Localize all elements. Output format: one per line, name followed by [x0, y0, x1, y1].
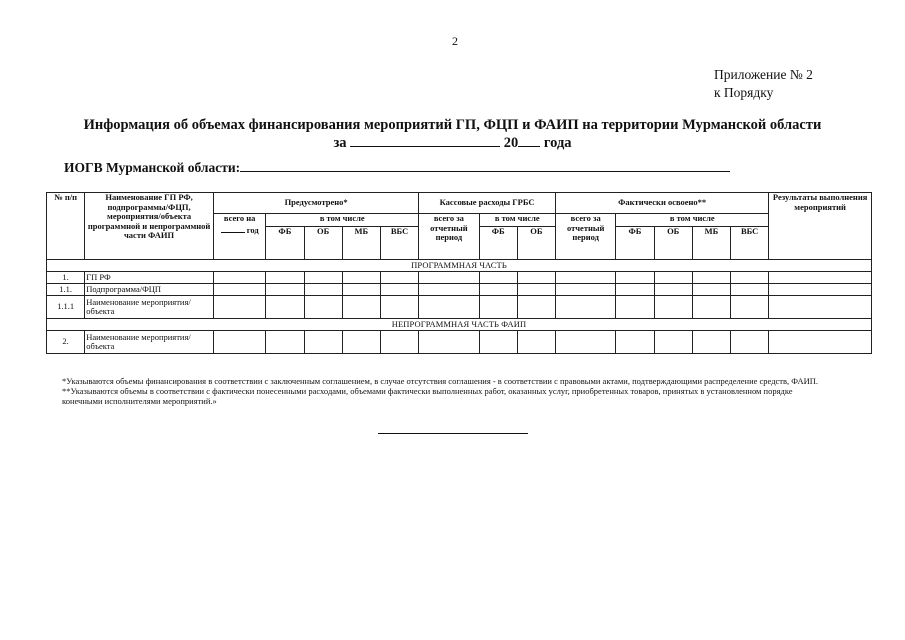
header-planned: Предусмотрено* — [213, 193, 418, 214]
header-planned-including: в том числе — [266, 214, 419, 227]
title-prefix: за — [333, 135, 347, 151]
period-blank — [350, 134, 500, 147]
header-cash: Кассовые расходы ГРБС — [419, 193, 556, 214]
planned-year-blank — [221, 224, 245, 233]
appendix-line-1: Приложение № 2 — [714, 67, 813, 82]
closing-rule — [378, 432, 528, 434]
row-num: 1.1. — [47, 284, 85, 296]
page-number: 2 — [452, 34, 458, 48]
header-planned-vbs: ВБС — [380, 227, 418, 260]
planned-total-line-b — [215, 224, 264, 236]
table-row — [47, 284, 872, 296]
title-year-suffix: года — [543, 135, 572, 151]
header-cash-total: всего за отчетный период — [419, 214, 479, 260]
row-name: Подпрограмма/ФЦП — [85, 284, 214, 296]
header-actual-vbs: ВБС — [731, 227, 769, 260]
row-num: 2. — [47, 331, 85, 354]
row-num: 1.1.1 — [47, 296, 85, 319]
header-cash-ob: ОБ — [517, 227, 555, 260]
header-cash-including: в том числе — [479, 214, 555, 227]
row-name: ГП РФ — [85, 272, 214, 284]
section-row-nonprogram — [47, 319, 872, 331]
row-name: Наименование мероприятия/объекта — [85, 331, 214, 354]
iogv-label: ИОГВ Мурманской области: — [64, 160, 241, 175]
row-num: 1. — [47, 272, 85, 284]
header-actual-including: в том числе — [616, 214, 769, 227]
footnotes — [62, 376, 832, 406]
header-planned-ob: ОБ — [304, 227, 342, 260]
header-planned-mb: МБ — [342, 227, 380, 260]
appendix-line-2: к Порядку — [714, 85, 774, 100]
header-name: Наименование ГП РФ, подпрограммы/ФЦП, мероприятия/объекта программной и непрограммной части ФАИП — [85, 193, 214, 260]
header-cash-fb: ФБ — [479, 227, 517, 260]
header-results: Результаты выполнения мероприятий — [769, 193, 872, 260]
table-row — [47, 331, 872, 354]
row-name: Наименование мероприятия/объекта — [85, 296, 214, 319]
planned-total-year: год — [246, 224, 259, 235]
year-blank — [518, 134, 540, 147]
section-row-program — [47, 260, 872, 272]
header-planned-fb: ФБ — [266, 227, 304, 260]
table-row — [47, 272, 872, 284]
section-nonprogram-label: НЕПРОГРАММНАЯ ЧАСТЬ ФАИП — [47, 319, 872, 331]
header-actual-fb: ФБ — [616, 227, 654, 260]
title-year-prefix: 20 — [503, 135, 519, 151]
iogv-field — [64, 159, 730, 176]
header-actual: Фактически освоено** — [556, 193, 769, 214]
footnote-1: *Указываются объемы финансирования в соответствии с заключенным соглашением, в случае отсутствия соглашения - в соответствии с правовыми актами, подтверждающими распределение средств, ФАИП. — [62, 376, 818, 386]
appendix-note — [714, 66, 813, 102]
title-line-1: Информация об объемах финансирования мероприятий ГП, ФЦП и ФАИП на территории Мурманской области — [83, 117, 822, 133]
financing-table — [46, 192, 872, 354]
table-row — [47, 296, 872, 319]
header-planned-total — [213, 214, 265, 260]
header-row-1 — [47, 193, 872, 214]
header-actual-ob: ОБ — [654, 227, 692, 260]
header-actual-total: всего за отчетный период — [556, 214, 616, 260]
header-actual-mb: МБ — [692, 227, 730, 260]
iogv-blank-line — [240, 159, 730, 172]
header-num: № п/п — [47, 193, 85, 260]
footnote-2: **Указываются объемы в соответствии с фактически понесенными расходами, объемами фактически выполненных работ, оказанных услуг, приобретенных товаров, принятых в установленном порядке конечными исполнителями мероприятий.» — [62, 386, 793, 406]
planned-total-line-a: всего на — [223, 213, 256, 223]
document-title — [0, 116, 905, 152]
section-program-label: ПРОГРАММНАЯ ЧАСТЬ — [47, 260, 872, 272]
title-line-2 — [0, 134, 905, 152]
